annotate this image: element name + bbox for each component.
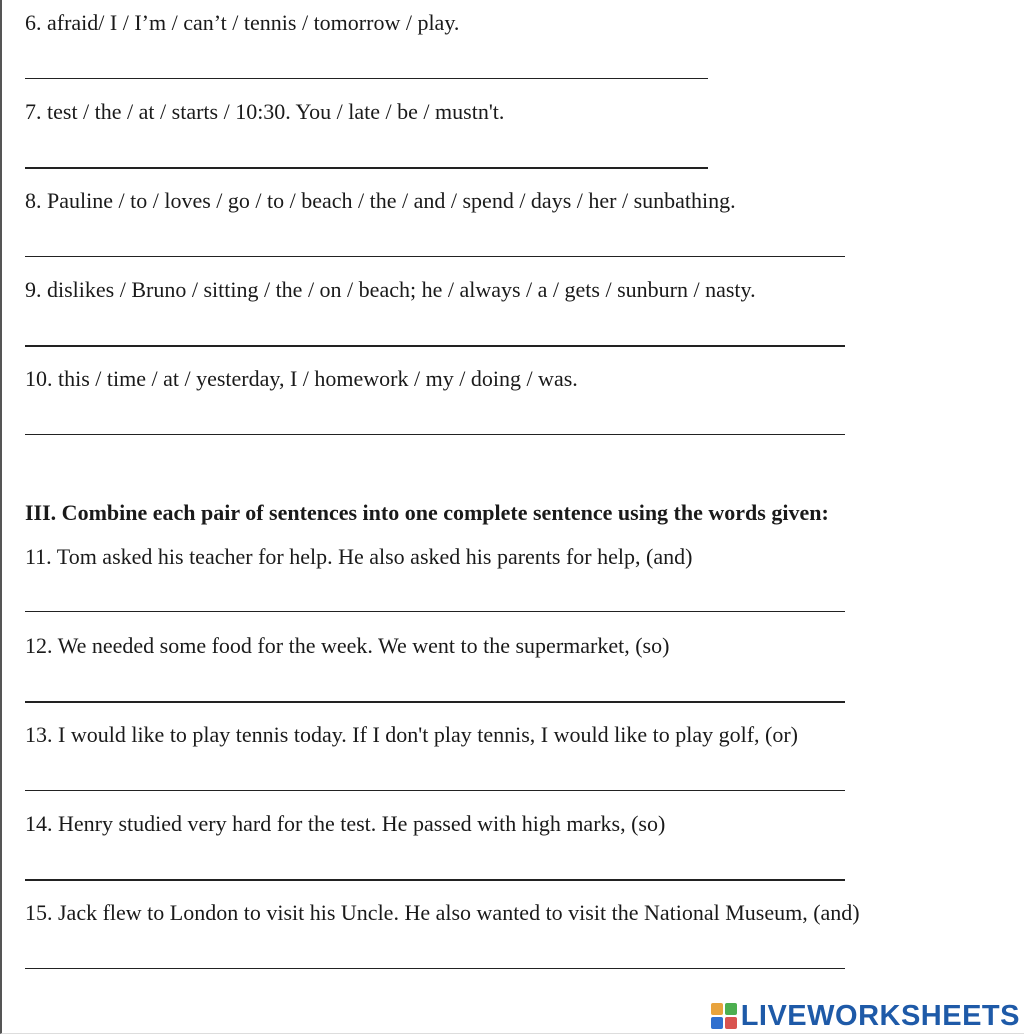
brand-text: LIVEWORKSHEETS	[740, 999, 1020, 1032]
answer-line-15[interactable]	[25, 968, 845, 969]
question-6: 6. afraid/ I / I’m / can’t / tennis / tomorrow / play.	[25, 10, 460, 35]
question-15: 15. Jack flew to London to visit his Uncle. He also wanted to visit the National Museum, (and)	[25, 900, 860, 925]
answer-line-7[interactable]	[25, 167, 708, 169]
question-12: 12. We needed some food for the week. We went to the supermarket, (so)	[25, 633, 670, 658]
answer-line-10[interactable]	[25, 434, 845, 435]
question-11: 11. Tom asked his teacher for help. He also asked his parents for help, (and)	[25, 544, 693, 569]
answer-line-14[interactable]	[25, 879, 845, 881]
answer-line-11[interactable]	[25, 611, 845, 612]
question-10: 10. this / time / at / yesterday, I / homework / my / doing / was.	[25, 366, 578, 391]
question-9: 9. dislikes / Bruno / sitting / the / on / beach; he / always / a / gets / sunburn / nasty.	[25, 277, 756, 302]
section-heading: III. Combine each pair of sentences into one complete sentence using the words given:	[25, 500, 829, 525]
answer-line-13[interactable]	[25, 790, 845, 791]
liveworksheets-logo-icon	[711, 1003, 737, 1029]
answer-line-6[interactable]	[25, 78, 708, 79]
question-13: 13. I would like to play tennis today. If I don't play tennis, I would like to play golf, (or)	[25, 722, 799, 747]
answer-line-12[interactable]	[25, 701, 845, 703]
question-8: 8. Pauline / to / loves / go / to / beach / the / and / spend / days / her / sunbathing.	[25, 188, 736, 213]
answer-line-8[interactable]	[25, 256, 845, 257]
question-14: 14. Henry studied very hard for the test. He passed with high marks, (so)	[25, 811, 666, 836]
answer-line-9[interactable]	[25, 345, 845, 347]
liveworksheets-logo	[711, 999, 1020, 1033]
question-7: 7. test / the / at / starts / 10:30. You / late / be / mustn't.	[25, 99, 505, 124]
